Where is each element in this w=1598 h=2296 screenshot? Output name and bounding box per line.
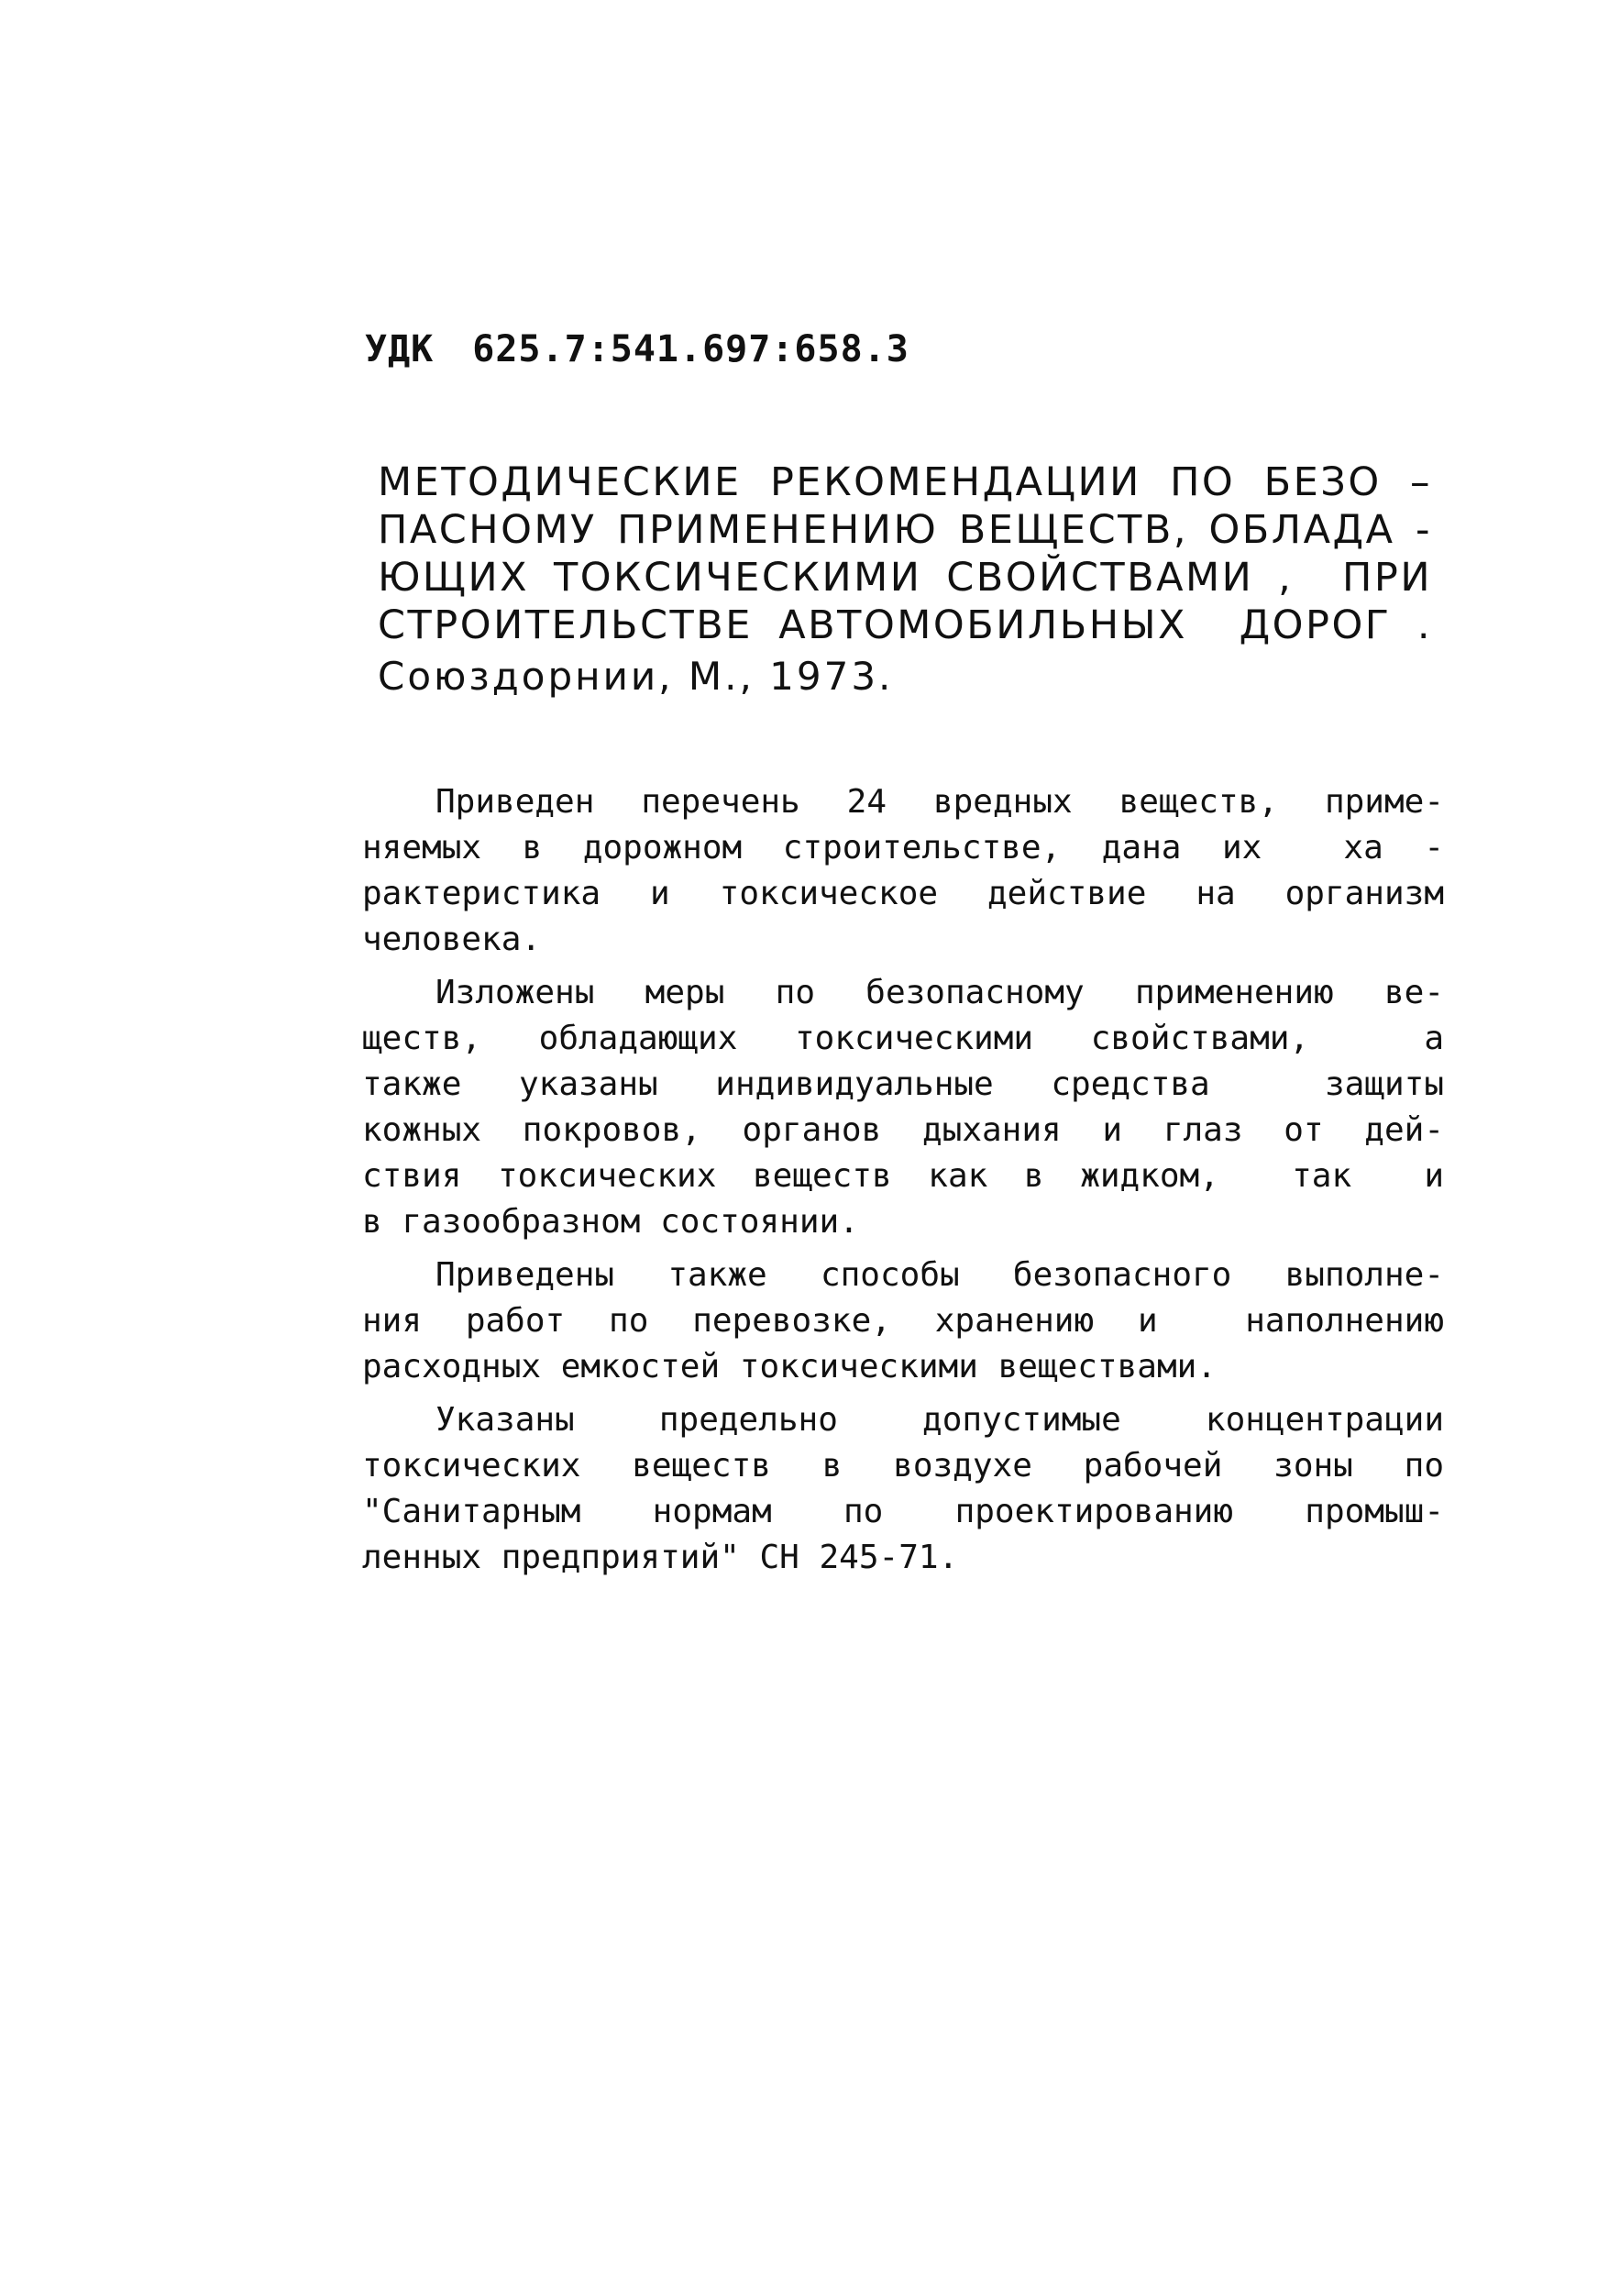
paragraph-line: ществ, обладающих токсическими свойствами, а	[362, 1020, 1444, 1057]
paragraph-line: Приведен перечень 24 вредных веществ, приме-	[435, 783, 1444, 821]
title-line: ПАСНОМУ ПРИМЕНЕНИЮ ВЕЩЕСТВ, ОБЛАДА -	[378, 507, 1432, 553]
paragraph-line: Изложены меры по безопасному применению ве-	[435, 974, 1444, 1011]
paragraph-line: "Санитарным нормам по проектированию промыш-	[362, 1493, 1444, 1530]
udk-code: 625.7:541.697:658.3	[472, 328, 909, 370]
paragraph-line: ния работ по перевозке, хранению и наполнению	[362, 1302, 1444, 1340]
paragraph-line: ленных предприятий" СН 245-71.	[362, 1539, 959, 1576]
udk-label: УДК	[365, 328, 435, 370]
paragraph-line: Указаны предельно допустимые концентрации	[435, 1401, 1444, 1439]
paragraph-line: также указаны индивидуальные средства защиты	[362, 1065, 1444, 1103]
paragraph-line: расходных емкостей токсическими веществами.	[362, 1348, 1217, 1385]
abstract-paragraph	[362, 779, 1444, 963]
paragraph-line: токсических веществ в воздухе рабочей зоны по	[362, 1447, 1444, 1485]
paragraph-line: человека.	[362, 921, 542, 958]
bibliographic-title	[378, 458, 1432, 701]
paragraph-line: в газообразном состоянии.	[362, 1203, 859, 1241]
udk-line	[365, 328, 909, 370]
paragraph-line: рактеристика и токсическое действие на организм	[362, 875, 1444, 912]
abstract	[362, 779, 1444, 1588]
paragraph-line: няемых в дорожном строительстве, дана их ха -	[362, 829, 1444, 867]
title-line: СТРОИТЕЛЬСТВЕ АВТОМОБИЛЬНЫХ ДОРОГ .	[378, 602, 1432, 648]
paragraph-line: кожных покровов, органов дыхания и глаз от дей-	[362, 1111, 1444, 1149]
abstract-paragraph	[362, 1397, 1444, 1581]
title-line: МЕТОДИЧЕСКИЕ РЕКОМЕНДАЦИИ ПО БЕЗО –	[378, 459, 1432, 505]
abstract-paragraph	[362, 1253, 1444, 1390]
paragraph-line: Приведены также способы безопасного выполне-	[435, 1256, 1444, 1294]
abstract-paragraph	[362, 970, 1444, 1245]
title-line: ЮЩИХ ТОКСИЧЕСКИМИ СВОЙСТВАМИ , ПРИ	[378, 555, 1432, 601]
publisher-line: Союздорнии, М., 1973.	[378, 654, 894, 699]
paragraph-line: ствия токсических веществ как в жидком, так и	[362, 1157, 1444, 1195]
